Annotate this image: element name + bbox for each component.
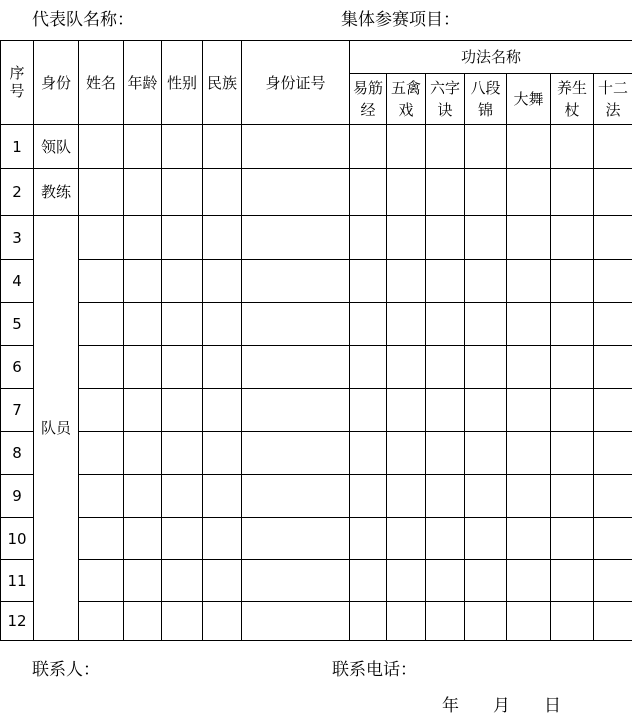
input-cell[interactable] [350,560,387,602]
input-cell[interactable] [79,602,124,641]
contact-person-label: 联系人： [32,655,100,680]
input-cell[interactable] [350,169,387,216]
row-number: 4 [1,260,34,303]
input-cell[interactable] [242,303,350,346]
method-header-yangshengzhang [551,74,594,125]
input-cell[interactable] [387,432,426,475]
input-cell[interactable] [162,432,203,475]
input-cell[interactable] [242,518,350,560]
input-cell[interactable] [242,346,350,389]
input-cell[interactable] [162,602,203,641]
input-cell[interactable] [162,125,203,169]
input-cell[interactable] [551,389,594,432]
input-cell[interactable] [242,125,350,169]
input-cell[interactable] [387,260,426,303]
input-cell[interactable] [551,346,594,389]
table-row [1,169,632,216]
row-number: 5 [1,303,34,346]
row-number: 10 [1,518,34,560]
input-cell[interactable] [594,346,632,389]
input-cell[interactable] [124,602,162,641]
input-cell[interactable] [79,560,124,602]
input-cell[interactable] [203,475,242,518]
input-cell[interactable] [242,475,350,518]
input-cell[interactable] [594,475,632,518]
col-age-header: 年龄 [124,41,162,125]
input-cell[interactable] [594,389,632,432]
input-cell[interactable] [242,260,350,303]
input-cell[interactable] [594,432,632,475]
year-label: 年 [442,691,459,716]
input-cell[interactable] [203,560,242,602]
input-cell[interactable] [162,169,203,216]
input-cell[interactable] [551,560,594,602]
input-cell[interactable] [203,125,242,169]
group-project-label: 集体参赛项目： [341,5,460,30]
input-cell[interactable] [465,518,507,560]
input-cell[interactable] [594,602,632,641]
input-cell[interactable] [465,475,507,518]
row-number: 12 [1,602,34,641]
input-cell[interactable] [465,346,507,389]
role-coach: 教练 [34,169,79,216]
col-role-header: 身份 [34,41,79,125]
input-cell[interactable] [242,216,350,260]
table-row [1,389,632,432]
input-cell[interactable] [203,216,242,260]
input-cell[interactable] [507,602,551,641]
input-cell[interactable] [594,169,632,216]
input-cell[interactable] [507,216,551,260]
input-cell[interactable] [594,125,632,169]
input-cell[interactable] [465,432,507,475]
input-cell[interactable] [79,475,124,518]
input-cell[interactable] [465,169,507,216]
input-cell[interactable] [594,560,632,602]
input-cell[interactable] [426,432,465,475]
input-cell[interactable] [507,389,551,432]
input-cell[interactable] [203,389,242,432]
col-ethnicity-header: 民族 [203,41,242,125]
row-number: 2 [1,169,34,216]
input-cell[interactable] [162,389,203,432]
input-cell[interactable] [162,518,203,560]
input-cell[interactable] [350,475,387,518]
method-label: 十二法 [598,77,628,121]
input-cell[interactable] [162,346,203,389]
date-line [442,691,561,716]
input-cell[interactable] [426,169,465,216]
input-cell[interactable] [242,602,350,641]
input-cell[interactable] [79,518,124,560]
input-cell[interactable] [242,432,350,475]
input-cell[interactable] [203,602,242,641]
team-name-label: 代表队名称： [32,5,134,30]
input-cell[interactable] [507,303,551,346]
month-label: 月 [493,691,510,716]
input-cell[interactable] [124,518,162,560]
input-cell[interactable] [203,432,242,475]
input-cell[interactable] [426,475,465,518]
method-header-liuzijue [426,74,465,125]
input-cell[interactable] [124,260,162,303]
role-member: 队员 [34,216,79,641]
method-header-shierfa [594,74,632,125]
table-row [1,216,632,260]
table-row [1,125,632,169]
methods-group-header: 功法名称 [350,41,632,74]
input-cell[interactable] [551,169,594,216]
input-cell[interactable] [426,389,465,432]
input-cell[interactable] [551,125,594,169]
input-cell[interactable] [551,260,594,303]
input-cell[interactable] [350,125,387,169]
input-cell[interactable] [507,169,551,216]
input-cell[interactable] [203,518,242,560]
row-number: 6 [1,346,34,389]
table-row [1,432,632,475]
input-cell[interactable] [350,303,387,346]
input-cell[interactable] [426,518,465,560]
input-cell[interactable] [124,346,162,389]
table-row [1,602,632,641]
input-cell[interactable] [594,518,632,560]
row-number: 8 [1,432,34,475]
input-cell[interactable] [79,389,124,432]
table-row [1,346,632,389]
input-cell[interactable] [465,125,507,169]
input-cell[interactable] [350,216,387,260]
input-cell[interactable] [426,125,465,169]
input-cell[interactable] [203,169,242,216]
input-cell[interactable] [507,518,551,560]
input-cell[interactable] [242,560,350,602]
input-cell[interactable] [350,518,387,560]
input-cell[interactable] [551,216,594,260]
input-cell[interactable] [551,518,594,560]
method-header-dawu: 大舞 [507,74,551,125]
input-cell[interactable] [551,475,594,518]
role-leader: 领队 [34,125,79,169]
input-cell[interactable] [124,389,162,432]
input-cell[interactable] [124,432,162,475]
input-cell[interactable] [507,346,551,389]
input-cell[interactable] [507,560,551,602]
input-cell[interactable] [79,260,124,303]
col-id-number-header: 身份证号 [242,41,350,125]
input-cell[interactable] [242,169,350,216]
table-row [1,560,632,602]
method-label: 五禽戏 [391,77,421,121]
col-index-header [1,41,34,125]
input-cell[interactable] [79,169,124,216]
input-cell[interactable] [242,389,350,432]
input-cell[interactable] [350,389,387,432]
input-cell[interactable] [350,432,387,475]
input-cell[interactable] [162,303,203,346]
method-label: 易筋经 [353,77,383,121]
row-number: 1 [1,125,34,169]
input-cell[interactable] [350,602,387,641]
input-cell[interactable] [387,216,426,260]
input-cell[interactable] [203,346,242,389]
input-cell[interactable] [162,475,203,518]
input-cell[interactable] [465,560,507,602]
input-cell[interactable] [387,602,426,641]
input-cell[interactable] [79,125,124,169]
input-cell[interactable] [162,560,203,602]
method-label: 六字诀 [430,77,460,121]
input-cell[interactable] [551,432,594,475]
input-cell[interactable] [507,125,551,169]
contact-phone-label: 联系电话： [332,655,417,680]
input-cell[interactable] [594,216,632,260]
input-cell[interactable] [426,260,465,303]
input-cell[interactable] [124,475,162,518]
method-header-wuqinxi [387,74,426,125]
input-cell[interactable] [426,346,465,389]
input-cell[interactable] [387,125,426,169]
input-cell[interactable] [203,303,242,346]
method-header-baduanjin [465,74,507,125]
input-cell[interactable] [79,346,124,389]
input-cell[interactable] [426,602,465,641]
input-cell[interactable] [465,303,507,346]
input-cell[interactable] [594,260,632,303]
input-cell[interactable] [426,303,465,346]
input-cell[interactable] [387,560,426,602]
input-cell[interactable] [79,303,124,346]
input-cell[interactable] [594,303,632,346]
method-label: 八段锦 [471,77,501,121]
input-cell[interactable] [350,346,387,389]
table-row [1,303,632,346]
input-cell[interactable] [465,602,507,641]
input-cell[interactable] [465,260,507,303]
col-name-header: 姓名 [79,41,124,125]
input-cell[interactable] [465,389,507,432]
input-cell[interactable] [203,260,242,303]
table-body [1,125,632,641]
input-cell[interactable] [507,432,551,475]
day-label: 日 [544,691,561,716]
method-header-yijinjing [350,74,387,125]
input-cell[interactable] [124,303,162,346]
input-cell[interactable] [551,303,594,346]
input-cell[interactable] [387,475,426,518]
table-row [1,518,632,560]
row-number: 11 [1,560,34,602]
input-cell[interactable] [426,216,465,260]
input-cell[interactable] [79,216,124,260]
input-cell[interactable] [124,560,162,602]
row-number: 3 [1,216,34,260]
input-cell[interactable] [350,260,387,303]
input-cell[interactable] [79,432,124,475]
input-cell[interactable] [162,216,203,260]
input-cell[interactable] [387,389,426,432]
input-cell[interactable] [507,475,551,518]
input-cell[interactable] [387,169,426,216]
method-label: 养生杖 [557,77,587,121]
input-cell[interactable] [124,169,162,216]
row-number: 9 [1,475,34,518]
input-cell[interactable] [162,260,203,303]
col-index-label: 序号 [10,64,25,100]
input-cell[interactable] [387,346,426,389]
input-cell[interactable] [124,125,162,169]
row-number: 7 [1,389,34,432]
input-cell[interactable] [507,260,551,303]
input-cell[interactable] [124,216,162,260]
col-gender-header: 性别 [162,41,203,125]
registration-table [0,40,632,641]
input-cell[interactable] [465,216,507,260]
input-cell[interactable] [426,560,465,602]
table-row [1,475,632,518]
input-cell[interactable] [387,518,426,560]
input-cell[interactable] [551,602,594,641]
table-row [1,260,632,303]
input-cell[interactable] [387,303,426,346]
